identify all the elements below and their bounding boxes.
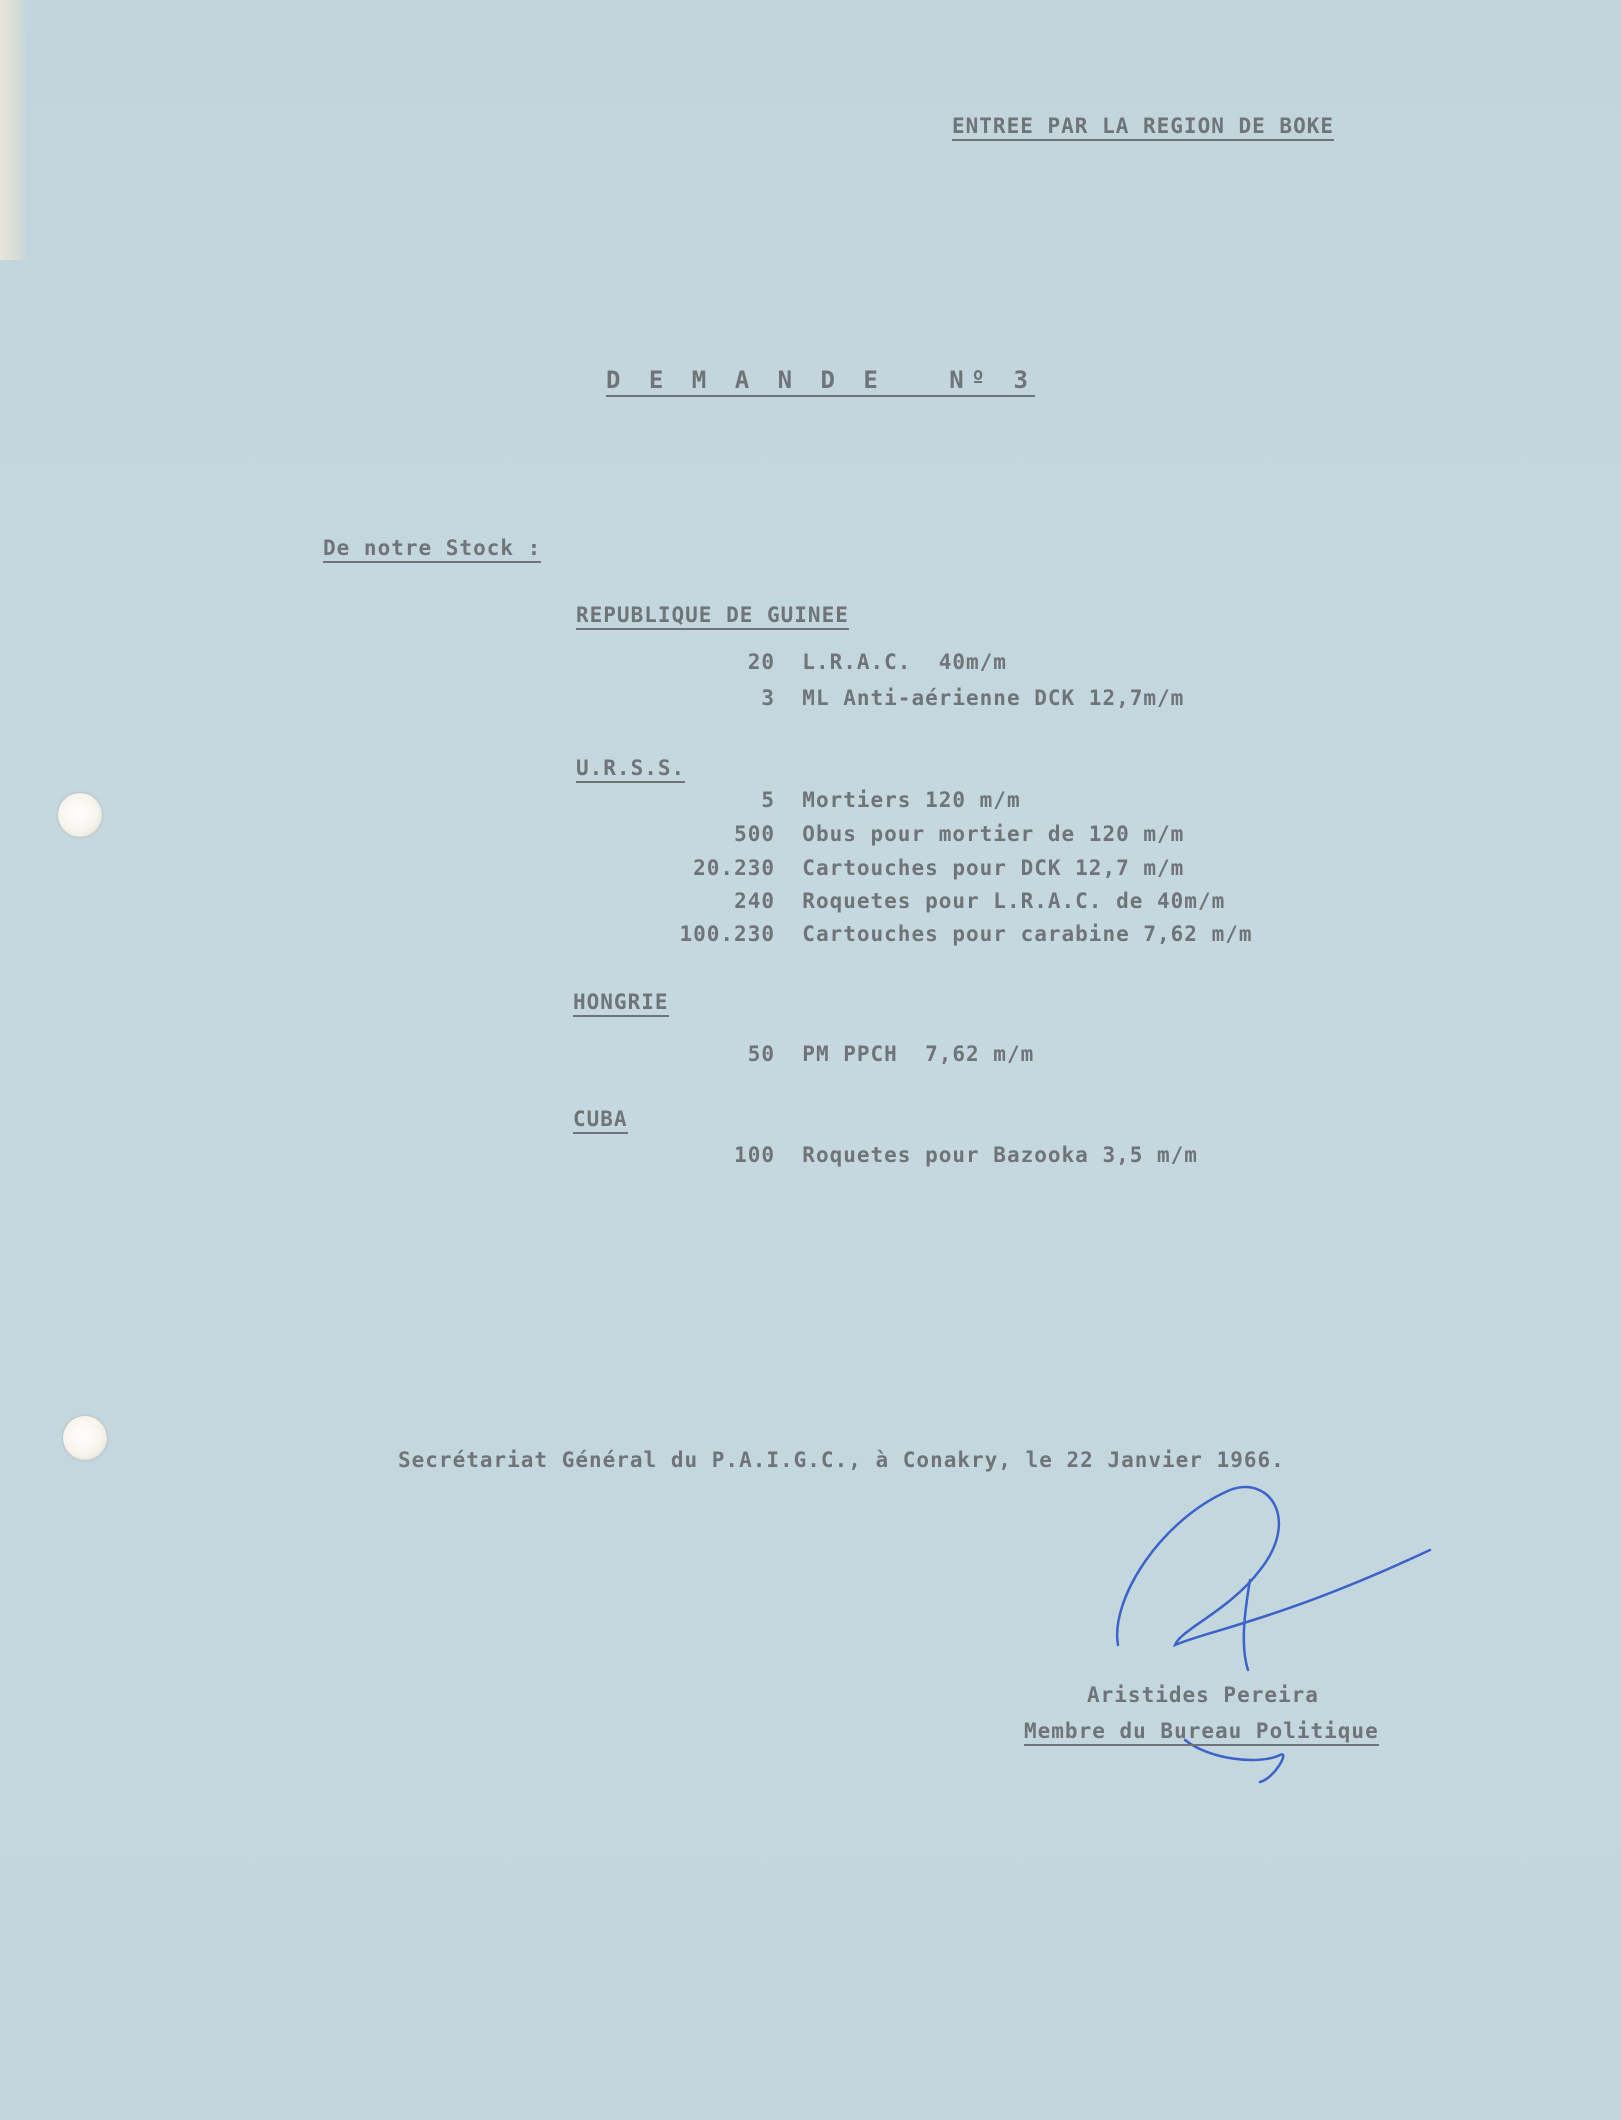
entry-region-heading: ENTREE PAR LA REGION DE BOKE bbox=[952, 114, 1334, 141]
item-description: ML Anti-aérienne DCK 12,7m/m bbox=[802, 686, 1185, 710]
item-description: L.R.A.C. 40m/m bbox=[802, 650, 1007, 674]
list-item bbox=[665, 1042, 1034, 1066]
item-description: Roquetes pour Bazooka 3,5 m/m bbox=[802, 1143, 1198, 1167]
section-country-guinee: REPUBLIQUE DE GUINEE bbox=[576, 603, 849, 630]
section-country-urss: U.R.S.S. bbox=[576, 756, 685, 783]
punch-hole-top bbox=[58, 793, 102, 837]
stock-label: De notre Stock : bbox=[323, 536, 541, 563]
item-quantity: 100 bbox=[734, 1143, 775, 1167]
list-item bbox=[665, 856, 1184, 880]
section-country-cuba: CUBA bbox=[573, 1107, 628, 1134]
item-description: Cartouches pour carabine 7,62 m/m bbox=[802, 922, 1253, 946]
punch-hole-bottom bbox=[63, 1416, 107, 1460]
item-quantity: 50 bbox=[747, 1042, 775, 1066]
place-date-line: Secrétariat Général du P.A.I.G.C., à Conakry, le 22 Janvier 1966. bbox=[398, 1448, 1285, 1472]
item-quantity: 240 bbox=[734, 889, 775, 913]
list-item bbox=[665, 650, 1007, 674]
list-item bbox=[665, 686, 1184, 710]
item-quantity: 20.230 bbox=[693, 856, 775, 880]
list-item bbox=[665, 889, 1225, 913]
item-quantity: 100.230 bbox=[679, 922, 775, 946]
list-item bbox=[665, 1143, 1198, 1167]
item-description: Obus pour mortier de 120 m/m bbox=[802, 822, 1185, 846]
item-quantity: 3 bbox=[761, 686, 775, 710]
signatory-role: Membre du Bureau Politique bbox=[1024, 1719, 1379, 1746]
list-item bbox=[665, 822, 1184, 846]
item-description: PM PPCH 7,62 m/m bbox=[802, 1042, 1035, 1066]
paper-corner-fold bbox=[0, 0, 28, 260]
signatory-name: Aristides Pereira bbox=[1087, 1683, 1319, 1707]
list-item bbox=[665, 788, 1021, 812]
item-quantity: 500 bbox=[734, 822, 775, 846]
item-description: Roquetes pour L.R.A.C. de 40m/m bbox=[802, 889, 1226, 913]
item-description: Mortiers 120 m/m bbox=[802, 788, 1021, 812]
section-country-hongrie: HONGRIE bbox=[573, 990, 669, 1017]
item-quantity: 20 bbox=[747, 650, 775, 674]
document-title: D E M A N D E Nº 3 bbox=[606, 366, 1035, 397]
item-quantity: 5 bbox=[761, 788, 775, 812]
list-item bbox=[665, 922, 1253, 946]
item-description: Cartouches pour DCK 12,7 m/m bbox=[802, 856, 1185, 880]
